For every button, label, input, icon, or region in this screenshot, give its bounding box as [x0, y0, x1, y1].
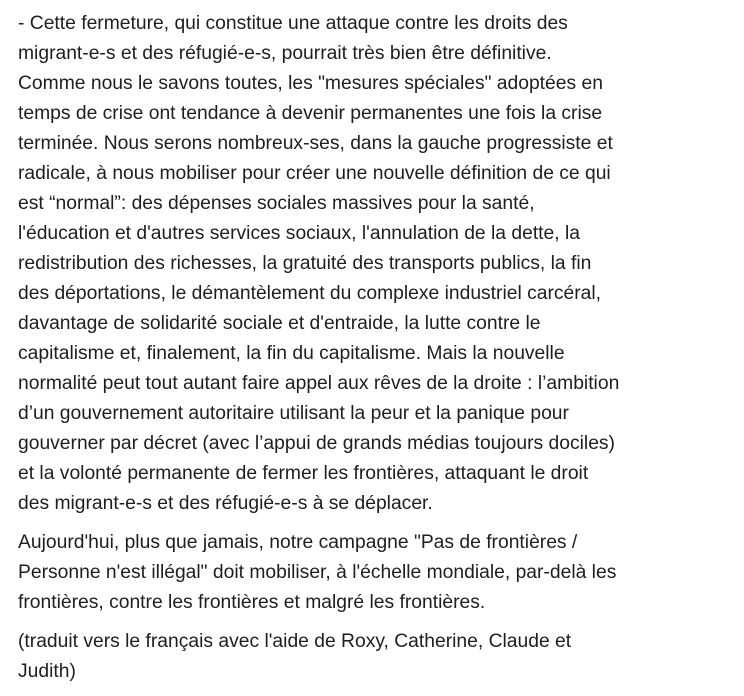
text-line: Judith) [18, 661, 76, 682]
text-line: gouverner par décret (avec l’appui de grands médias toujours dociles) [18, 433, 615, 454]
paragraph-main [18, 9, 738, 519]
text-line: d’un gouvernement autoritaire utilisant la peur et la panique pour [18, 403, 569, 424]
text-line: Comme nous le savons toutes, les "mesures spéciales" adoptées en [18, 73, 603, 94]
text-line: capitalisme et, finalement, la fin du capitalisme. Mais la nouvelle [18, 343, 565, 364]
text-line: Aujourd'hui, plus que jamais, notre campagne "Pas de frontières / [18, 532, 578, 553]
text-line: des déportations, le démantèlement du complexe industriel carcéral, [18, 283, 602, 304]
text-line: frontières, contre les frontières et malgré les frontières. [18, 592, 486, 613]
text-line: est “normal”: des dépenses sociales massives pour la santé, [18, 193, 535, 214]
paragraph-translation-credit [18, 627, 738, 687]
text-line: redistribution des richesses, la gratuité des transports publics, la fin [18, 253, 592, 274]
text-line: (traduit vers le français avec l'aide de Roxy, Catherine, Claude et [18, 631, 572, 652]
text-line: migrant-e-s et des réfugié-e-s, pourrait très bien être définitive. [18, 43, 552, 64]
text-line: terminée. Nous serons nombreux-ses, dans la gauche progressiste et [18, 133, 613, 154]
text-line: des migrant-e-s et des réfugié-e-s à se déplacer. [18, 493, 433, 514]
text-line: davantage de solidarité sociale et d'entraide, la lutte contre le [18, 313, 541, 334]
text-line: normalité peut tout autant faire appel aux rêves de la droite : l’ambition [18, 373, 620, 394]
paragraph-campaign [18, 528, 738, 618]
text-line: temps de crise ont tendance à devenir permanentes une fois la crise [18, 103, 603, 124]
text-line: l'éducation et d'autres services sociaux, l'annulation de la dette, la [18, 223, 580, 244]
text-line: radicale, à nous mobiliser pour créer une nouvelle définition de ce qui [18, 163, 611, 184]
post-body [18, 9, 738, 696]
text-line: - Cette fermeture, qui constitue une attaque contre les droits des [18, 13, 568, 34]
text-line: et la volonté permanente de fermer les frontières, attaquant le droit [18, 463, 589, 484]
text-line: Personne n'est illégal" doit mobiliser, à l'échelle mondiale, par-delà les [18, 562, 617, 583]
